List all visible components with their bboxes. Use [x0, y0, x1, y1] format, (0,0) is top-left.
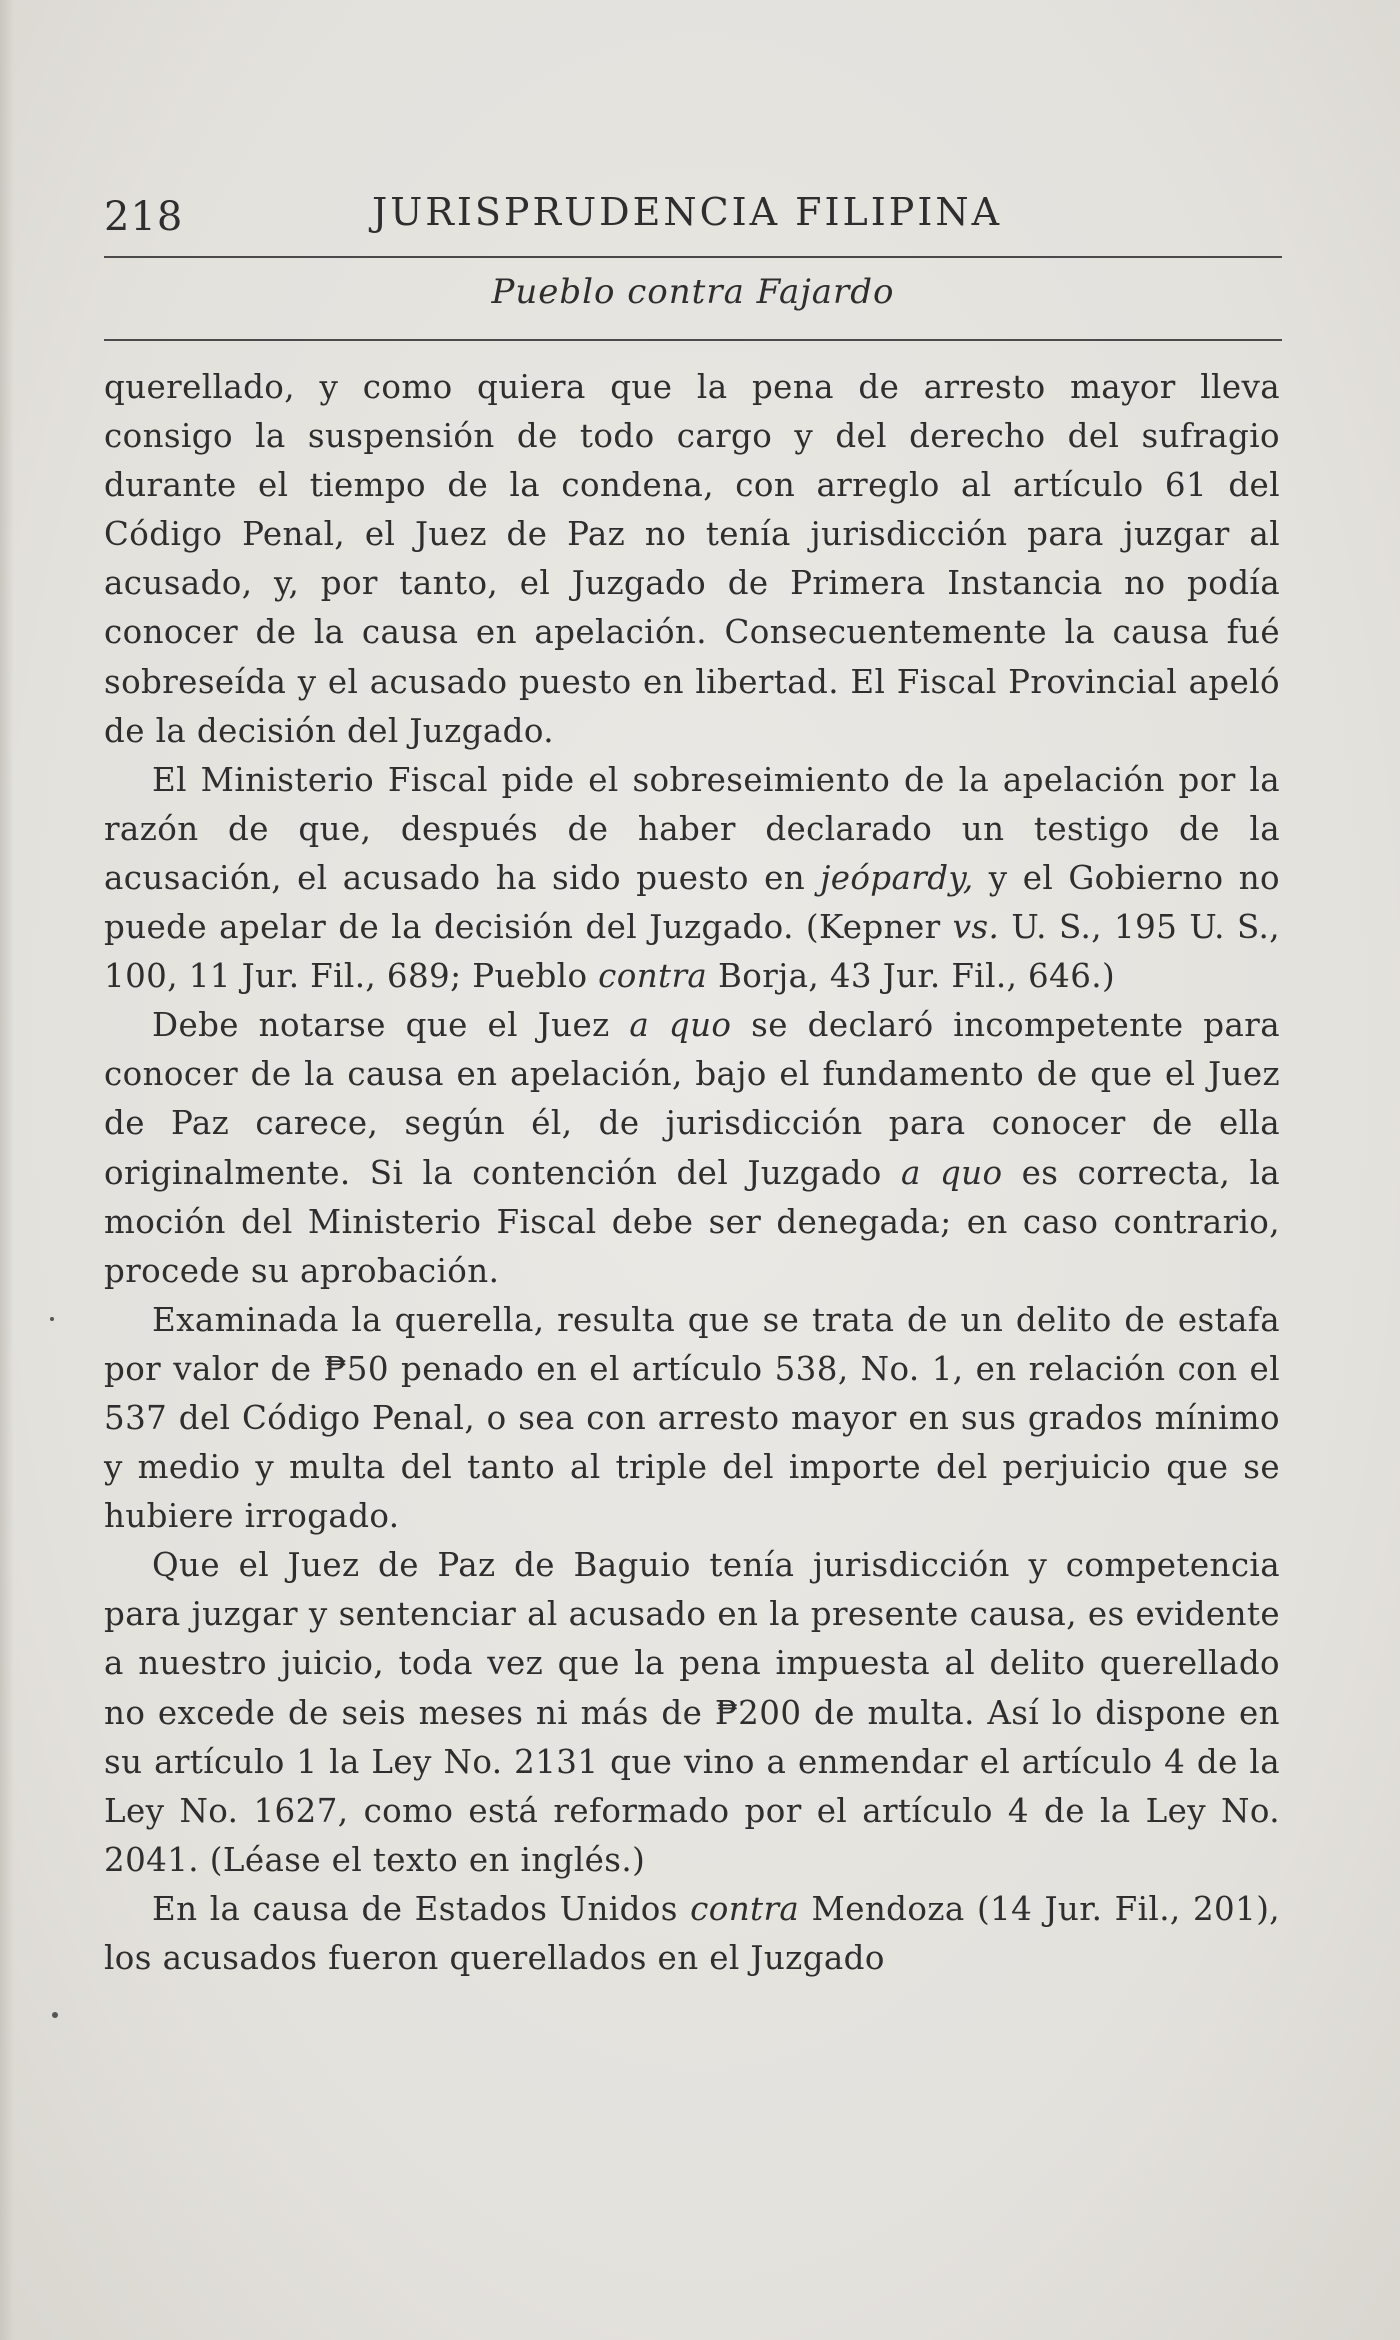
- scan-speck: [50, 1317, 54, 1321]
- page-edge-shadow: [0, 0, 14, 2340]
- running-title: JURISPRUDENCIA FILIPINA: [372, 190, 1003, 234]
- paragraph-3: Debe notarse que el Juez a quo se declaró incompetente para conocer de la causa en apelación, bajo el fundamento de que el Juez de Paz carece, según él, de jurisdicción para conocer de ella originalmente. Si la contención del Juzgado a quo es correcta, la moción del Ministerio Fiscal debe ser denegada; en caso contrario, procede su aprobación.: [104, 1006, 1281, 1290]
- header-rule: [104, 256, 1282, 258]
- paragraph-4: Examinada la querella, resulta que se trata de un delito de estafa por valor de ₱50 penado en el artículo 538, No. 1, en relación con el 537 del Código Penal, o sea con arresto mayor en sus grados mínimo y medio y multa del tanto al triple del importe del perjuicio que se hubiere irrogado.: [104, 1300, 1280, 1536]
- case-title: Pueblo contra Fajardo: [491, 272, 895, 312]
- case-title-rule: [104, 339, 1282, 341]
- page-header: [104, 190, 1280, 246]
- body-text: [104, 363, 1280, 1983]
- scan-speck: [52, 2012, 58, 2018]
- page-number: 218: [104, 194, 184, 240]
- paragraph-5: Que el Juez de Paz de Baguio tenía jurisdicción y competencia para juzgar y sentenciar al acusado en la presente causa, es evidente a nuestro juicio, toda vez que la pena impuesta al delito querellado no excede de seis meses ni más de ₱200 de multa. Así lo dispone en su artículo 1 la Ley No. 2131 que vino a enmendar el artículo 4 de la Ley No. 1627, como está reformado por el artículo 4 de la Ley No. 2041. (Léase el texto en inglés.): [104, 1546, 1280, 1879]
- paragraph-2: El Ministerio Fiscal pide el sobreseimiento de la apelación por la razón de que, después de haber declarado un testigo de la acusación, el acusado ha sido puesto en jeópardy, y el Gobierno no puede apelar de la decisión del Juzgado. (Kepner vs. U. S., 195 U. S., 100, 11 Jur. Fil., 689; Pueblo contra Borja, 43 Jur. Fil., 646.): [104, 760, 1280, 996]
- paragraph-1: querellado, y como quiera que la pena de arresto mayor lleva consigo la suspensión de todo cargo y del derecho del sufragio durante el tiempo de la condena, con arreglo al artículo 61 del Código Penal, el Juez de Paz no tenía jurisdicción para juzgar al acusado, y, por tanto, el Juzgado de Primera Instancia no podía conocer de la causa en apelación. Consecuentemente la causa fué sobreseída y el acusado puesto en libertad. El Fiscal Provincial apeló de la decisión del Juzgado.: [104, 368, 1280, 750]
- paragraph-6: En la causa de Estados Unidos contra Mendoza (14 Jur. Fil., 201), los acusados fueron querellados en el Juzgado: [104, 1889, 1281, 1977]
